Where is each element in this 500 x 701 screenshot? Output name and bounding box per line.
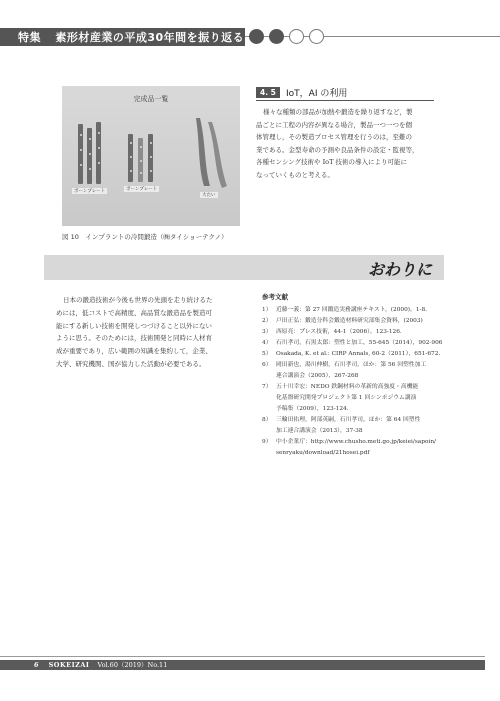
figure-caption: 図 10 インプラントの冷間鍛造（㈱タイショーテクノ）	[62, 233, 228, 241]
reference-item: 1） 近藤一義：第 27 回鍛造実務講座テキスト，(2000)，1-8.	[262, 307, 428, 313]
label-bone-plate-2: ボーンプレート	[126, 187, 158, 192]
header-dot-outline	[289, 29, 304, 44]
body-line: 大学、研究機関、国が協力した活動が必要である。	[56, 359, 206, 368]
section-body	[256, 106, 436, 181]
header-title	[18, 29, 244, 45]
body-line: 業である。金型寿命の予測や良品条件の設定・監視等，	[256, 145, 419, 154]
body-line: 日本の鍛造技術が今後も世界の先頭を走り続けるた	[63, 296, 213, 304]
header-dot-outline	[309, 29, 324, 44]
bone-plate	[138, 138, 143, 182]
reference-item: 6） 岡田新也，湯川伸樹，石川孝司，ほか：第 56 回塑性加工 連合講演会（2005），267-268	[262, 362, 427, 379]
closing-title: おわりに	[367, 260, 432, 279]
references-title: 参考文献	[262, 293, 288, 301]
feature-tag: 特集	[18, 31, 41, 44]
issue-info: Vol.60（2019）No.11	[97, 661, 168, 669]
reference-item: 9） 中小企業庁：http://www.chusho.meti.go.jp/keiei/sapoin/ senryaku/download/21hosei.pdf	[262, 439, 436, 456]
closing-banner	[44, 255, 444, 280]
footer-text	[34, 660, 167, 670]
bone-plate	[128, 134, 133, 182]
references	[262, 292, 447, 459]
reference-item: 8） 三輪田佑理，阿部英嗣，石川孝司，ほか：第 64 回塑性 加工連合講演会（2013），37-38	[262, 417, 421, 434]
body-line: 様々な種類の部品が加熱や鍛造を繰り返すなど，製	[263, 108, 413, 116]
bone-plate	[87, 128, 92, 184]
body-line: めには，低コストで高精度、高品質な鍛造品を製造可	[56, 308, 212, 317]
label-bone-plate-1: ボーンプレート	[74, 189, 106, 194]
body-line: ように思う。そのためには，技術開発と同時に人材育	[56, 334, 212, 343]
footer-rule	[0, 656, 485, 657]
bone-plate	[96, 122, 101, 184]
body-line: 各種センシング技術や IoT 技術の導入により可能に	[256, 158, 407, 166]
reference-item: 3） 西原亮：プレス技術，44-1（2006），123-126.	[262, 329, 402, 335]
reference-item: 7） 五十川幸宏：NEDO 鉄鋼材料の革新的高強度・高機能 化基盤研究開発プロジェクト第 1 回シンポジウム講演 予稿集（2009），123-124.	[262, 384, 419, 412]
magazine-name: SOKEIZAI	[48, 661, 90, 669]
hip-stem-image	[190, 116, 230, 191]
header-dot-filled	[249, 29, 264, 44]
feature-title: 素形材産業の平成30年間を振り返る	[55, 31, 245, 44]
reference-item: 5） Osakada, K. et al.: CIRP Annals, 60-2（2011），651-672.	[262, 351, 441, 357]
bone-plate	[148, 134, 153, 182]
body-line: 体管理し，その製造プロセス管理を行うのは，至難の	[256, 133, 412, 141]
body-line: なっていくものと考える。	[256, 170, 334, 179]
implant-photo	[62, 86, 240, 226]
body-line: 品ごとに工程の内容が異なる場合，製品一つ一つを個	[256, 120, 412, 129]
reference-item: 4） 石川孝司，石黒太郎：塑性と加工，55-645（2014），902-906	[262, 340, 443, 346]
section-number: 4. 5	[256, 87, 280, 98]
body-line: 成が重要であり，広い範囲の知識を集約して，企業、	[56, 347, 212, 356]
section-heading	[256, 86, 434, 101]
body-line: 能にする新しい技術を開発しつづけること以外にない	[56, 321, 212, 330]
closing-body	[56, 294, 246, 371]
photo-title: 完成品一覧	[133, 95, 169, 103]
reference-item: 2） 戸田正弘：鍛造分科会鍛造材料研究部集会資料，(2003)	[262, 318, 423, 324]
header-dot-filled	[269, 29, 284, 44]
label-hip-stem: 大たい	[202, 193, 216, 198]
section-title: IoT，AI の利用	[286, 89, 348, 99]
bone-plate	[78, 124, 83, 184]
page-number: 6	[34, 661, 39, 669]
